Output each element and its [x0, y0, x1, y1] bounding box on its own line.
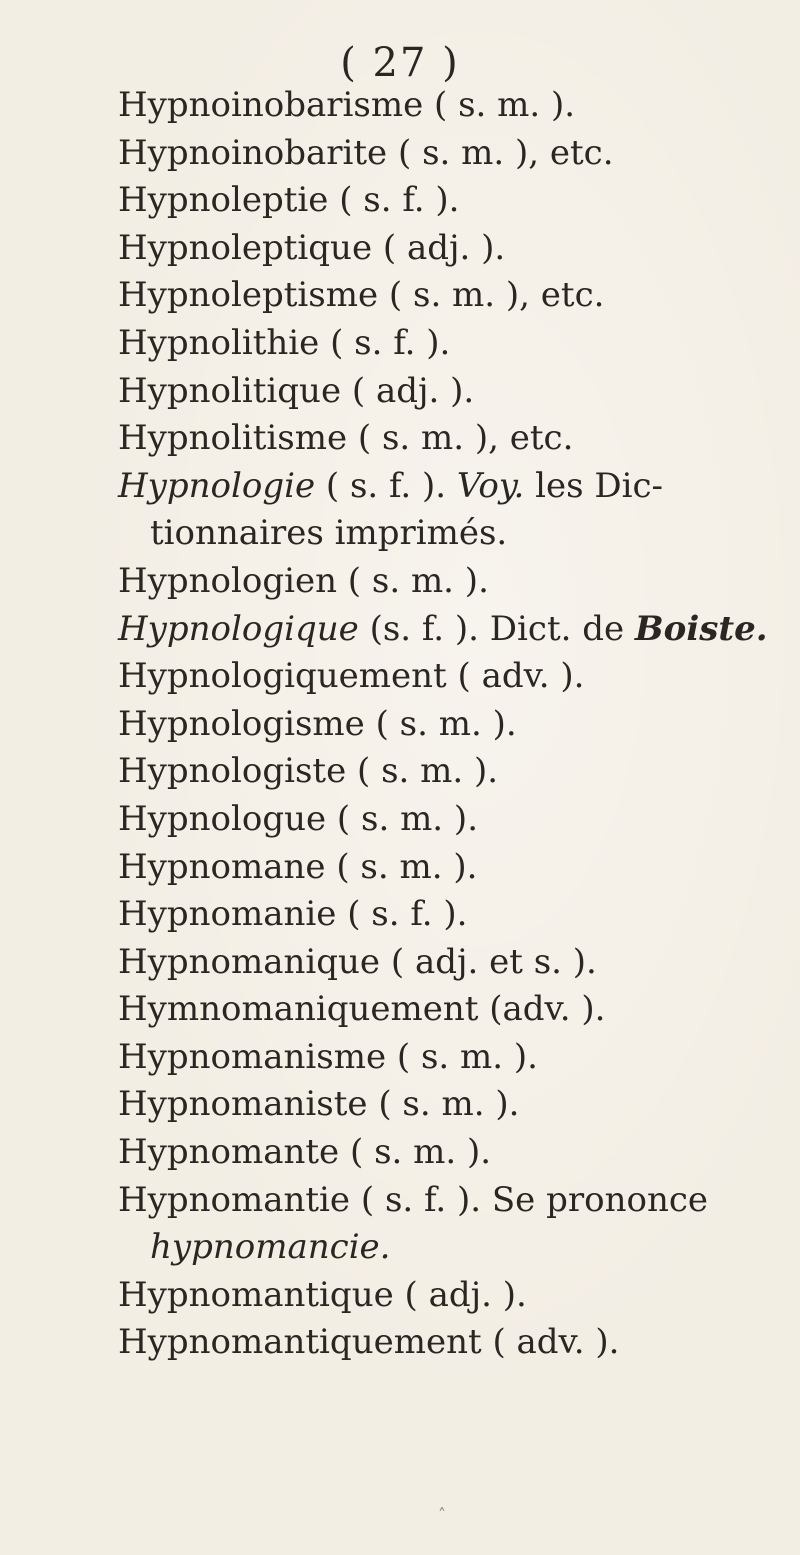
grammar-note: (adv. ). — [478, 989, 606, 1030]
dictionary-entry-list — [118, 82, 798, 1367]
headword: Hypnomanisme — [118, 1036, 387, 1077]
headword: Hypnomante — [118, 1132, 340, 1173]
entry — [118, 1177, 798, 1225]
entry — [118, 1081, 798, 1129]
headword: Hypnologie — [118, 465, 316, 506]
entry — [118, 1129, 798, 1177]
grammar-note: ( s. m. ). — [346, 751, 499, 792]
grammar-note: ( s. m. ), etc. — [387, 132, 614, 173]
entry — [118, 939, 798, 987]
entry — [118, 368, 798, 416]
headword: Hypnomane — [118, 846, 326, 887]
entry — [118, 1319, 798, 1367]
grammar-note: (s. f. ). Dict. de — [358, 608, 635, 649]
grammar-note: ( adj. ). — [372, 227, 506, 268]
headword: Hypnologiste — [118, 751, 347, 792]
entry — [118, 986, 798, 1034]
grammar-note: ( adv. ). — [446, 656, 585, 697]
entry — [118, 320, 798, 368]
grammar-note: ( s. f. ). — [315, 465, 457, 506]
grammar-note: ( s. f. ). — [336, 894, 468, 935]
entry — [118, 606, 798, 654]
entry — [118, 844, 798, 892]
grammar-note: ( adj. ). — [341, 370, 475, 411]
headword: Hypnoleptique — [118, 227, 373, 268]
grammar-note: ( s. m. ). — [326, 798, 478, 839]
headword: Hypnologisme — [118, 703, 365, 744]
entry-continuation — [118, 1224, 798, 1272]
headword: Hypnologien — [118, 560, 337, 601]
entry — [118, 82, 798, 130]
page-number: ( 27 ) — [340, 40, 460, 86]
headword: Hypnomantie — [118, 1179, 351, 1220]
headword: Hypnolithie — [118, 322, 320, 363]
entry — [118, 653, 798, 701]
headword: Hypnomaniste — [118, 1084, 368, 1125]
grammar-note: ( s. m. ). — [325, 846, 478, 887]
entry — [118, 1272, 798, 1320]
entry — [118, 1034, 798, 1082]
headword: Hypnologiquement — [118, 656, 447, 697]
headword: Hypnomantique — [118, 1274, 394, 1315]
entry — [118, 558, 798, 606]
entry — [118, 272, 798, 320]
grammar-note: ( s. f. ). — [328, 180, 460, 221]
headword: Hypnologue — [118, 798, 327, 839]
headword: Hypnomanie — [118, 894, 337, 935]
entry — [118, 225, 798, 273]
grammar-note: ( s. f. ). Se prononce — [350, 1179, 709, 1220]
headword: Hymnomaniquement — [118, 989, 479, 1030]
grammar-note: ( s. f. ). — [319, 322, 451, 363]
grammar-note: ( s. m. ). — [337, 560, 489, 601]
headword: Hypnoinobarisme — [118, 85, 424, 125]
headword: Hypnolitisme — [118, 418, 348, 459]
grammar-note: ( s. m. ). — [423, 85, 576, 125]
grammar-note: ( adv. ). — [481, 1322, 620, 1363]
grammar-note: ( s. m. ), etc. — [347, 418, 574, 459]
headword: Hypnolitique — [118, 370, 342, 411]
grammar-note: ( adj. et s. ). — [380, 941, 597, 982]
ink-speck: ˄ — [438, 1505, 446, 1524]
author-name: Boiste. — [634, 608, 768, 649]
grammar-note: ( s. m. ). — [364, 703, 517, 744]
cross-reference: Voy. — [456, 465, 525, 506]
entry — [118, 463, 798, 511]
headword: Hypnoinobarite — [118, 132, 388, 173]
grammar-note: ( adj. ). — [393, 1274, 527, 1315]
pronunciation: hypnomancie. — [150, 1227, 391, 1268]
entry — [118, 415, 798, 463]
entry-text: tionnaires imprimés. — [150, 513, 508, 554]
headword: Hypnologique — [118, 608, 359, 649]
entry — [118, 177, 798, 225]
entry — [118, 796, 798, 844]
entry — [118, 748, 798, 796]
grammar-note: ( s. m. ). — [367, 1084, 520, 1125]
grammar-note: ( s. m. ). — [386, 1036, 538, 1077]
headword: Hypnomanique — [118, 941, 381, 982]
entry — [118, 701, 798, 749]
grammar-note: ( s. m. ). — [339, 1132, 492, 1173]
entry-text: les Dic- — [524, 465, 664, 506]
entry-continuation — [118, 510, 798, 558]
entry — [118, 130, 798, 178]
grammar-note: ( s. m. ), etc. — [378, 275, 605, 316]
entry — [118, 891, 798, 939]
headword: Hypnoleptie — [118, 180, 329, 221]
headword: Hypnomantiquement — [118, 1322, 482, 1363]
headword: Hypnoleptisme — [118, 275, 379, 316]
